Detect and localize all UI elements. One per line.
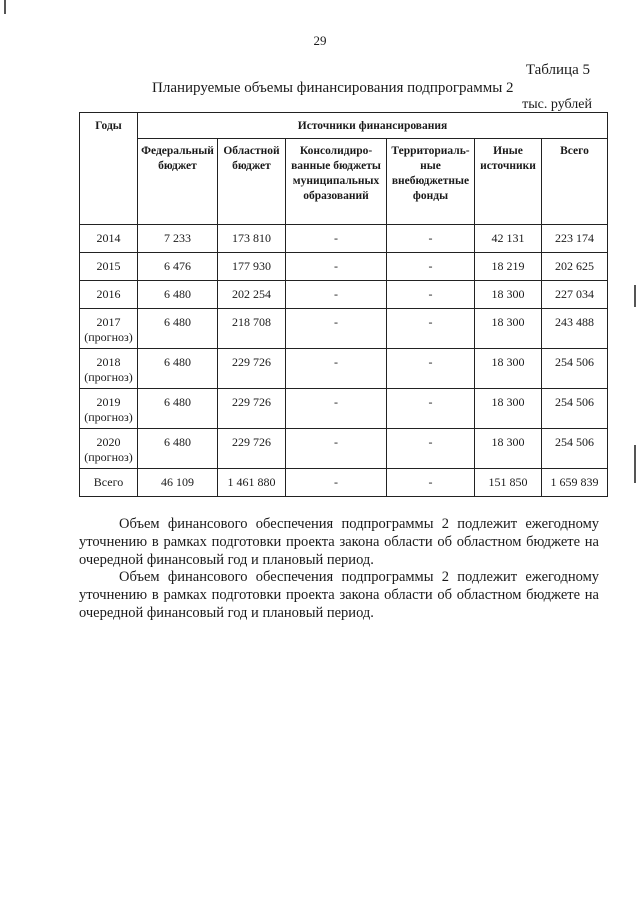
cell-federal: 6 480 xyxy=(138,349,218,389)
cell-total: 254 506 xyxy=(542,429,608,469)
cell-offbudget-funds: - xyxy=(387,349,475,389)
cell-municipal: - xyxy=(286,389,387,429)
table-title: Планируемые объемы финансирования подпрограммы 2 xyxy=(152,80,514,96)
cell-offbudget-funds: - xyxy=(387,309,475,349)
cell-other: 151 850 xyxy=(475,469,542,497)
cell-regional: 177 930 xyxy=(218,253,286,281)
cell-offbudget-funds: - xyxy=(387,281,475,309)
cell-year xyxy=(80,253,138,281)
cell-total: 254 506 xyxy=(542,349,608,389)
table-row xyxy=(80,429,608,469)
table-label: Таблица 5 xyxy=(525,62,590,78)
cell-year xyxy=(80,429,138,469)
table-row xyxy=(80,349,608,389)
cell-regional: 229 726 xyxy=(218,429,286,469)
cell-other: 18 300 xyxy=(475,309,542,349)
scan-edge-mark xyxy=(634,445,636,483)
page-number: 29 xyxy=(313,33,327,48)
cell-federal: 6 476 xyxy=(138,253,218,281)
cell-total: 1 659 839 xyxy=(542,469,608,497)
cell-offbudget-funds: - xyxy=(387,389,475,429)
cell-federal: 46 109 xyxy=(138,469,218,497)
scan-edge-mark xyxy=(634,285,636,307)
cell-year xyxy=(80,389,138,429)
cell-total: 243 488 xyxy=(542,309,608,349)
year-label: 2014 xyxy=(96,231,121,245)
cell-municipal: - xyxy=(286,309,387,349)
cell-total: 223 174 xyxy=(542,225,608,253)
cell-federal: 7 233 xyxy=(138,225,218,253)
header-municipal: Консолидиро-ванные бюджеты муниципальных образований xyxy=(286,139,387,225)
header-other: Иные источники xyxy=(475,139,542,225)
paragraph: Объем финансового обеспечения подпрограммы 2 подлежит ежегодному уточнению в рамках подготовки проекта закона области об областном бюджете на очередной финансовый год и плановый период. xyxy=(79,516,599,568)
cell-year xyxy=(80,349,138,389)
table-row xyxy=(80,225,608,253)
cell-total: 254 506 xyxy=(542,389,608,429)
cell-year xyxy=(80,281,138,309)
forecast-note: (прогноз) xyxy=(84,330,133,344)
table-row xyxy=(80,253,608,281)
cell-regional: 173 810 xyxy=(218,225,286,253)
cell-offbudget-funds: - xyxy=(387,469,475,497)
cell-municipal: - xyxy=(286,253,387,281)
cell-federal: 6 480 xyxy=(138,281,218,309)
header-total: Всего xyxy=(542,139,608,225)
cell-regional: 218 708 xyxy=(218,309,286,349)
year-label: 2015 xyxy=(96,259,121,273)
table-row xyxy=(80,309,608,349)
table-row xyxy=(80,281,608,309)
cell-offbudget-funds: - xyxy=(387,429,475,469)
cell-other: 18 219 xyxy=(475,253,542,281)
header-sources: Источники финансирования xyxy=(138,113,608,139)
cell-municipal: - xyxy=(286,281,387,309)
year-label: 2018 xyxy=(96,355,121,369)
forecast-note: (прогноз) xyxy=(84,450,133,464)
cell-municipal: - xyxy=(286,429,387,469)
forecast-note: (прогноз) xyxy=(84,410,133,424)
scan-edge-mark xyxy=(4,0,6,14)
table-row xyxy=(80,389,608,429)
paragraph: Объем финансового обеспечения подпрограммы 2 подлежит ежегодному уточнению в рамках подготовки проекта закона области об областном бюджете на очередной финансовый год и плановый период. xyxy=(79,569,599,621)
cell-federal: 6 480 xyxy=(138,389,218,429)
year-label: 2020 xyxy=(96,435,121,449)
cell-municipal: - xyxy=(286,469,387,497)
cell-offbudget-funds: - xyxy=(387,225,475,253)
cell-municipal: - xyxy=(286,349,387,389)
cell-regional: 1 461 880 xyxy=(218,469,286,497)
header-federal: Федеральный бюджет xyxy=(138,139,218,225)
cell-other: 18 300 xyxy=(475,281,542,309)
cell-other: 42 131 xyxy=(475,225,542,253)
forecast-note: (прогноз) xyxy=(84,370,133,384)
cell-offbudget-funds: - xyxy=(387,253,475,281)
cell-regional: 202 254 xyxy=(218,281,286,309)
year-label: Всего xyxy=(93,475,124,489)
cell-regional: 229 726 xyxy=(218,389,286,429)
cell-other: 18 300 xyxy=(475,429,542,469)
year-label: 2019 xyxy=(96,395,121,409)
cell-year xyxy=(80,225,138,253)
cell-federal: 6 480 xyxy=(138,309,218,349)
header-offbudget-funds: Территориаль-ные внебюджетные фонды xyxy=(387,139,475,225)
financing-table xyxy=(79,112,608,497)
cell-federal: 6 480 xyxy=(138,429,218,469)
header-years: Годы xyxy=(80,113,138,225)
cell-total: 202 625 xyxy=(542,253,608,281)
table-row xyxy=(80,469,608,497)
cell-year xyxy=(80,469,138,497)
cell-regional: 229 726 xyxy=(218,349,286,389)
cell-year xyxy=(80,309,138,349)
header-regional: Областной бюджет xyxy=(218,139,286,225)
cell-total: 227 034 xyxy=(542,281,608,309)
cell-other: 18 300 xyxy=(475,389,542,429)
units-label: тыс. рублей xyxy=(522,97,592,112)
cell-municipal: - xyxy=(286,225,387,253)
year-label: 2016 xyxy=(96,287,121,301)
year-label: 2017 xyxy=(96,315,121,329)
cell-other: 18 300 xyxy=(475,349,542,389)
